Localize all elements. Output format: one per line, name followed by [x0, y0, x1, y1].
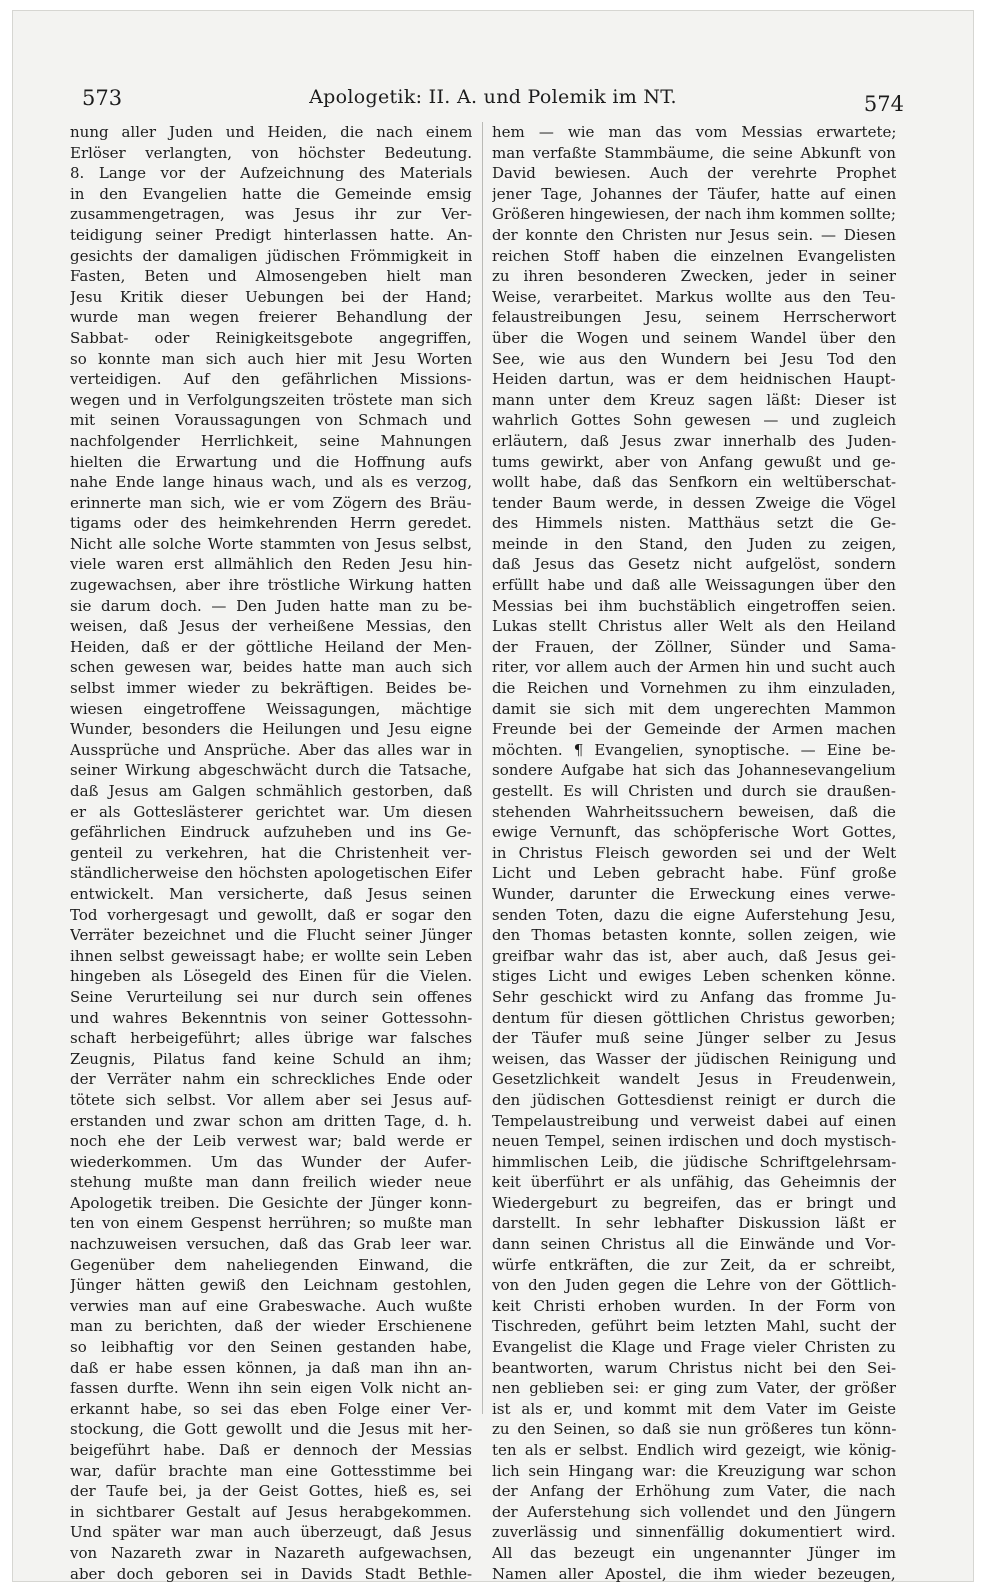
text-line: in Christus Fleisch geworden sei und der Welt	[492, 843, 896, 862]
text-line: Sabbat- oder Reinigkeitsgebote angegriffen,	[70, 328, 472, 347]
text-line: den jüdischen Gottesdienst reinigt er durch die	[492, 1090, 896, 1109]
text-line: schaft herbeigeführt; alles übrige war falsches	[70, 1029, 472, 1048]
text-line: tötete sich selbst. Vor allem aber sei Jesus auf-	[70, 1090, 472, 1109]
text-line: Fasten, Beten und Almosengeben hielt man	[70, 267, 472, 286]
text-line: weisen, das Wasser der jüdischen Reinigung und	[492, 1049, 896, 1068]
text-line: so konnte man sich auch hier mit Jesu Worten	[70, 349, 472, 368]
text-line: in sichtbarer Gestalt auf Jesus herabgekommen.	[70, 1502, 472, 1521]
text-line: felaustreibungen Jesu, seinem Herrscherwort	[492, 308, 896, 327]
text-line: All das bezeugt ein ungenannter Jünger im	[492, 1543, 896, 1562]
text-line: Tod vorhergesagt und gewollt, daß er sogar den	[70, 905, 472, 924]
text-line: greifbar wahr das ist, aber auch, daß Jesus gei-	[492, 946, 896, 965]
text-line: stiges Licht und ewiges Leben schenken könne.	[492, 967, 896, 986]
text-line: beantworten, warum Christus nicht bei den Sei-	[492, 1358, 896, 1377]
page-header	[82, 80, 904, 120]
text-line: Freunde bei der Gemeinde der Armen machen	[492, 720, 896, 739]
text-line: den Thomas betasten konnte, sollen zeigen, wie	[492, 926, 896, 945]
text-line: daß er habe essen können, ja daß man ihn an-	[70, 1358, 472, 1377]
text-line: ständlicherweise den höchsten apologetischen Eifer	[70, 864, 472, 883]
text-line: war, dafür brachte man eine Gottesstimme bei	[70, 1461, 472, 1480]
text-line: verwies man auf eine Grabeswache. Auch wußte	[70, 1296, 472, 1315]
text-line: sondere Aufgabe hat sich das Johannesevangelium	[492, 761, 896, 780]
text-line: würfe entkräften, die zur Zeit, da er schreibt,	[492, 1255, 896, 1274]
text-line: Sehr geschickt wird zu Anfang das fromme Ju-	[492, 987, 896, 1006]
text-line: Und später war man auch überzeugt, daß Jesus	[70, 1523, 472, 1542]
text-line: Gesetzlichkeit wandelt Jesus in Freudenwein,	[492, 1070, 896, 1089]
text-line: zu den Seinen, so daß sie nun größeres tun könn-	[492, 1420, 896, 1439]
text-line: erstanden und zwar schon am dritten Tage, d. h.	[70, 1111, 472, 1130]
text-line: der Auferstehung sich vollendet und den Jüngern	[492, 1502, 896, 1521]
text-line: so leibhaftig vor den Seinen gestanden habe,	[70, 1338, 472, 1357]
text-line: Wunder, besonders die Heilungen und Jesu eigne	[70, 720, 472, 739]
text-line: tigams oder des heimkehrenden Herrn geredet.	[70, 514, 472, 533]
text-line: viele waren erst allmählich den Reden Jesu hin-	[70, 555, 472, 574]
text-line: See, wie aus den Wundern bei Jesu Tod den	[492, 349, 896, 368]
text-line: aber doch geboren sei in Davids Stadt Bethle-	[70, 1564, 472, 1583]
text-line: von den Juden gegen die Lehre von der Göttlich-	[492, 1276, 896, 1295]
text-line: entwickelt. Man versicherte, daß Jesus seinen	[70, 884, 472, 903]
text-line: wiederkommen. Um das Wunder der Aufer-	[70, 1152, 472, 1171]
text-line: noch ehe der Leib verwest war; bald werde er	[70, 1132, 472, 1151]
text-line: hingeben als Lösegeld des Einen für die Vielen.	[70, 967, 472, 986]
text-line: in den Evangelien hatte die Gemeinde emsig	[70, 184, 472, 203]
text-line: mit seinen Voraussagungen von Schmach und	[70, 411, 472, 430]
text-line: Lukas stellt Christus aller Welt als den Heiland	[492, 617, 896, 636]
text-line: des Himmels nisten. Matthäus setzt die Ge-	[492, 514, 896, 533]
text-line: und wahres Bekenntnis von seiner Gottessohn-	[70, 1008, 472, 1027]
text-line: wiesen eingetroffene Weissagungen, mächtige	[70, 699, 472, 718]
text-column-right	[492, 122, 896, 1584]
text-line: tums gewirkt, aber von Anfang gewußt und ge-	[492, 452, 896, 471]
text-line: über die Wogen und seinem Wandel über den	[492, 328, 896, 347]
text-line: Heiden dartun, was er dem heidnischen Haupt-	[492, 370, 896, 389]
text-line: stehenden Wahrheitssuchern beweisen, daß die	[492, 802, 896, 821]
text-line: erfüllt habe und daß alle Weissagungen über den	[492, 576, 896, 595]
text-line: erkannt habe, so sei das eben Folge einer Ver-	[70, 1399, 472, 1418]
text-column-left	[70, 122, 472, 1584]
text-line: dentum für diesen göttlichen Christus geworben;	[492, 1008, 896, 1027]
text-line: ewige Vernunft, das schöpferische Wort Gottes,	[492, 823, 896, 842]
text-line: nachfolgender Herrlichkeit, seine Mahnungen	[70, 431, 472, 450]
text-line: meinde in den Stand, den Juden zu zeigen,	[492, 534, 896, 553]
text-line: Jünger hätten gewiß den Leichnam gestohlen,	[70, 1276, 472, 1295]
text-line: Weise, verarbeitet. Markus wollte aus den Teu-	[492, 287, 896, 306]
text-line: genteil zu verkehren, hat die Christenheit ver-	[70, 843, 472, 862]
text-line: damit sie sich mit dem ungerechten Mammon	[492, 699, 896, 718]
text-line: darstellt. In sehr lebhafter Diskussion läßt er	[492, 1214, 896, 1233]
text-line: Jesu Kritik dieser Uebungen bei der Hand;	[70, 287, 472, 306]
text-line: tender Baum werde, in dessen Zweige die Vögel	[492, 493, 896, 512]
text-line: wollt habe, daß das Senfkorn ein weltüberschat-	[492, 473, 896, 492]
text-line: stockung, die Gott gewollt und die Jesus mit her-	[70, 1420, 472, 1439]
text-line: schen gewesen war, beides hatte man auch sich	[70, 658, 472, 677]
text-line: zuverlässig und sinnenfällig dokumentiert wird.	[492, 1523, 896, 1542]
text-line: ten als er selbst. Endlich wird gezeigt, wie könig-	[492, 1441, 896, 1459]
text-line: fassen durfte. Wenn ihn sein eigen Volk nicht an-	[70, 1379, 472, 1398]
text-line: nahe Ende lange hinaus wach, und als es verzog,	[70, 473, 472, 492]
text-line: riter, vor allem auch der Armen hin und sucht auch	[492, 658, 896, 677]
text-line: keit überführt er als unfähig, das Geheimnis der	[492, 1173, 896, 1192]
text-line: man verfaßte Stammbäume, die seine Abkunft von	[492, 143, 896, 162]
text-line: Zeugnis, Pilatus fand keine Schuld an ihm;	[70, 1049, 472, 1068]
text-line: wurde man wegen freierer Behandlung der	[70, 308, 472, 327]
text-line: mann unter dem Kreuz sagen läßt: Dieser ist	[492, 390, 896, 409]
text-line: der Frauen, der Zöllner, Sünder und Sama-	[492, 637, 896, 656]
page-number-left: 573	[82, 86, 123, 110]
text-line: teidigung seiner Predigt hinterlassen hatte. An-	[70, 225, 472, 244]
text-line: stehung mußte man dann freilich wieder neue	[70, 1173, 472, 1192]
text-line: senden Toten, dazu die eigne Auferstehung Jesu,	[492, 905, 896, 924]
text-line: Wunder, darunter die Erweckung eines verwe-	[492, 884, 896, 903]
text-line: Nicht alle solche Worte stammten von Jesus selbst,	[70, 534, 472, 553]
text-line: ihnen selbst geweissagt habe; er wollte sein Leben	[70, 946, 472, 965]
page-number-right: 574	[863, 92, 904, 116]
text-line: er als Gotteslästerer gerichtet war. Um diesen	[70, 802, 472, 821]
text-line: reichen Stoff haben die einzelnen Evangelisten	[492, 246, 896, 265]
text-line: neuen Tempel, seinen irdischen und doch mystisch-	[492, 1132, 896, 1151]
text-line: nung aller Juden und Heiden, die nach einem	[70, 123, 472, 141]
text-line: Apologetik treiben. Die Gesichte der Jünger konn-	[70, 1193, 472, 1212]
text-line: 8. Lange vor der Aufzeichnung des Materials	[70, 164, 472, 183]
text-line: Licht und Leben gebracht habe. Fünf große	[492, 864, 896, 883]
text-line: möchten. ¶ Evangelien, synoptische. — Eine be-	[492, 740, 896, 759]
text-line: seiner Wirkung abgeschwächt durch die Tatsache,	[70, 761, 472, 780]
text-line: jener Tage, Johannes der Täufer, hatte auf einen	[492, 184, 896, 203]
text-line: beigeführt habe. Daß er dennoch der Messias	[70, 1441, 472, 1459]
text-line: der Taufe bei, ja der Geist Gottes, hieß es, sei	[70, 1482, 472, 1501]
text-line: Evangelist die Klage und Frage vieler Christen zu	[492, 1338, 896, 1357]
text-line: keit Christi erhoben wurden. In der Form von	[492, 1296, 896, 1315]
text-line: gesichts der damaligen jüdischen Frömmigkeit in	[70, 246, 472, 265]
text-line: erläutern, daß Jesus zwar innerhalb des Juden-	[492, 431, 896, 450]
text-line: Messias bei ihm buchstäblich eingetroffen seien.	[492, 596, 896, 615]
text-line: der Anfang der Erhöhung zum Vater, die nach	[492, 1482, 896, 1501]
text-line: der Täufer muß seine Jünger selber zu Jesus	[492, 1029, 896, 1048]
text-line: Aussprüche und Ansprüche. Aber das alles war in	[70, 740, 472, 759]
text-line: Erlöser verlangten, von höchster Bedeutung.	[70, 143, 472, 162]
text-line: lich sein Hingang war: die Kreuzigung war schon	[492, 1461, 896, 1480]
text-line: Namen aller Apostel, die ihm wieder bezeugen,	[492, 1564, 896, 1583]
text-line: wahrlich Gottes Sohn gewesen — und zugleich	[492, 411, 896, 430]
text-line: von Nazareth zwar in Nazareth aufgewachsen,	[70, 1543, 472, 1562]
text-line: wegen und in Verfolgungszeiten tröstete man sich	[70, 390, 472, 409]
text-line: Heiden, daß er der göttliche Heiland der Men-	[70, 637, 472, 656]
text-line: weisen, daß Jesus der verheißene Messias, den	[70, 617, 472, 636]
text-line: Tischreden, geführt beim letzten Mahl, sucht der	[492, 1317, 896, 1336]
text-line: Größeren hingewiesen, der nach ihm kommen sollte;	[492, 205, 896, 224]
text-line: ten von einem Gespenst herrühren; so mußte man	[70, 1214, 472, 1233]
text-line: sie darum doch. — Den Juden hatte man zu be-	[70, 596, 472, 615]
text-line: erinnerte man sich, wie er vom Zögern des Bräu-	[70, 493, 472, 512]
text-line: verteidigen. Auf den gefährlichen Missions-	[70, 370, 472, 389]
text-line: gefährlichen Eindruck aufzuheben und ins Ge-	[70, 823, 472, 842]
text-line: die Reichen und Vornehmen zu ihm einzuladen,	[492, 679, 896, 698]
text-line: dann seinen Christus all die Einwände und Vor-	[492, 1235, 896, 1254]
text-line: selbst immer wieder zu bekräftigen. Beides be-	[70, 679, 472, 698]
text-line: daß Jesus am Galgen schmählich gestorben, daß	[70, 782, 472, 800]
text-line: Verräter bezeichnet und die Flucht seiner Jünger	[70, 926, 472, 945]
text-line: zusammengetragen, was Jesus ihr zur Ver-	[70, 205, 472, 224]
text-line: David bewiesen. Auch der verehrte Prophet	[492, 164, 896, 183]
text-line: man zu berichten, daß der wieder Erschienene	[70, 1317, 472, 1336]
text-line: himmlischen Leib, die jüdische Schriftgelehrsam-	[492, 1152, 896, 1171]
text-line: daß Jesus das Gesetz nicht aufgelöst, sondern	[492, 555, 896, 574]
text-line: der konnte den Christen nur Jesus sein. — Diesen	[492, 225, 896, 244]
text-line: zugewachsen, aber ihre tröstliche Wirkung hatten	[70, 576, 472, 595]
text-line: hielten die Erwartung und die Hoffnung aufs	[70, 452, 472, 471]
text-line: ist als er, und kommt mit dem Vater im Geiste	[492, 1399, 896, 1418]
text-line: Seine Verurteilung sei nur durch sein offenes	[70, 987, 472, 1006]
text-line: Gegenüber dem naheliegenden Einwand, die	[70, 1255, 472, 1274]
text-line: der Verräter nahm ein schreckliches Ende oder	[70, 1070, 472, 1089]
text-line: nachzuweisen versuchen, daß das Grab leer war.	[70, 1235, 472, 1254]
text-line: zu ihren besonderen Zwecken, jeder in seiner	[492, 267, 896, 286]
text-line: gestellt. Es will Christen und durch sie draußen-	[492, 782, 896, 800]
text-line: Wiedergeburt zu begreifen, das er bringt und	[492, 1193, 896, 1212]
column-divider	[482, 122, 483, 1414]
text-line: Tempelaustreibung und verweist dabei auf einen	[492, 1111, 896, 1130]
text-line: hem — wie man das vom Messias erwartete;	[492, 123, 896, 141]
running-head: Apologetik: II. A. und Polemik im NT.	[309, 86, 677, 108]
text-line: nen geblieben sei: er ging zum Vater, der größer	[492, 1379, 896, 1398]
